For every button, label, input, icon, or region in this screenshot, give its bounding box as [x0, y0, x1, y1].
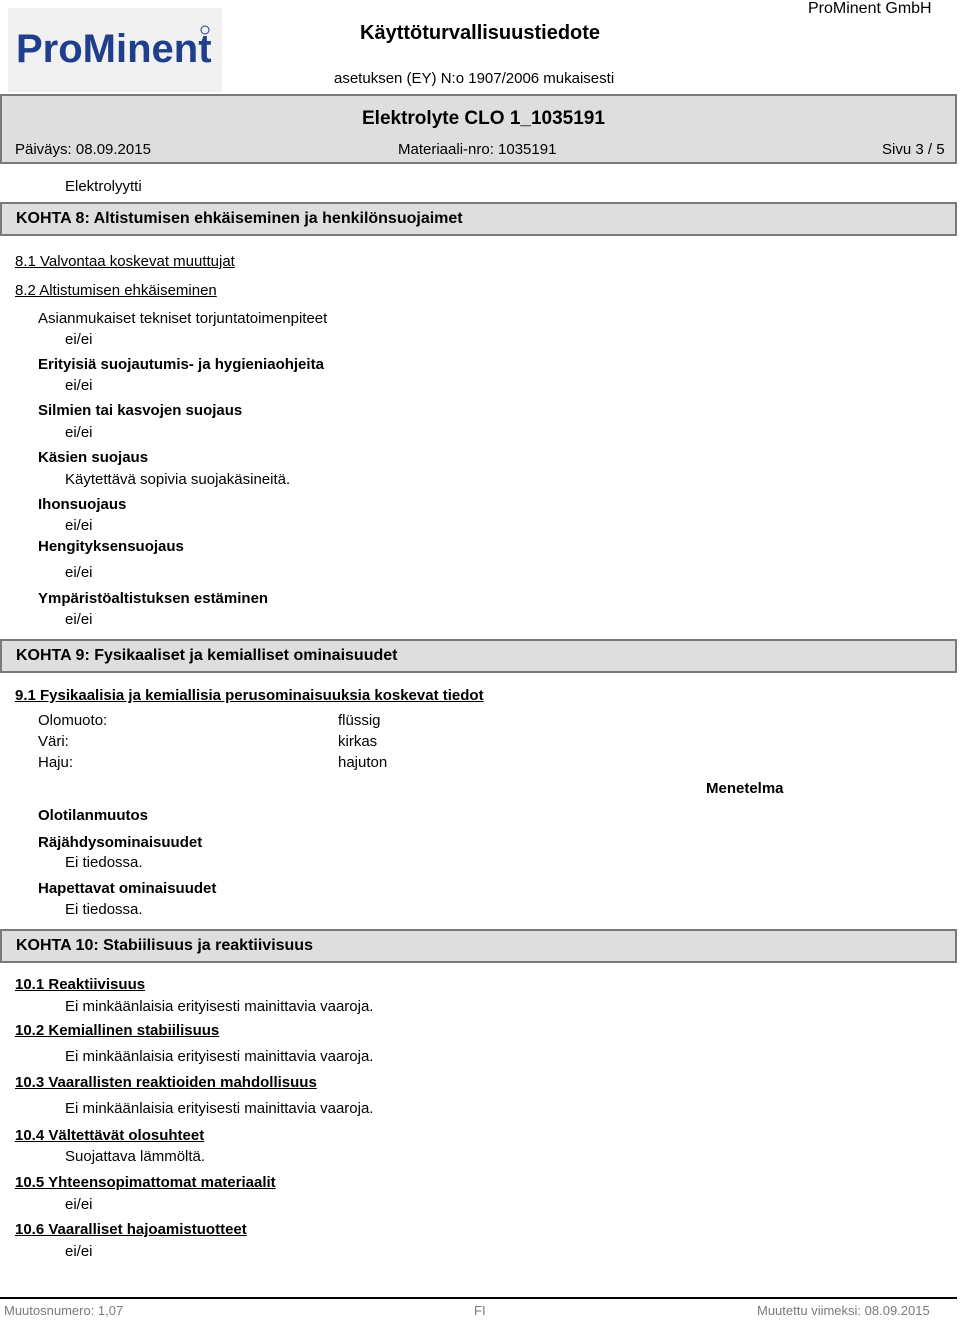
subsection-9-1: 9.1 Fysikaalisia ja kemiallisia perusominaisuuksia koskevat tiedot — [15, 687, 484, 704]
odor-label: Haju: — [38, 754, 74, 771]
regulation-text: asetuksen (EY) N:o 1907/2006 mukaisesti — [334, 70, 615, 87]
reactivity-value: Ei minkäänlaisia erityisesti mainittavia vaaroja. — [65, 998, 374, 1015]
material-number: Materiaali-nro: 1035191 — [398, 141, 557, 158]
oxidizing-value: Ei tiedossa. — [65, 901, 143, 918]
tech-controls-label: Asianmukaiset tekniset torjuntatoimenpiteet — [38, 310, 328, 327]
company-name: ProMinent GmbH — [808, 0, 932, 17]
tech-controls-value: ei/ei — [65, 331, 93, 348]
section-9-heading: KOHTA 9: Fysikaaliset ja kemialliset ominaisuudet — [0, 639, 957, 673]
color-label: Väri: — [38, 733, 69, 750]
odor-value: hajuton — [338, 754, 388, 771]
subsection-10-1: 10.1 Reaktiivisuus — [15, 976, 146, 993]
environment-label: Ympäristöaltistuksen estäminen — [38, 590, 269, 607]
skin-protection-label: Ihonsuojaus — [38, 496, 127, 513]
explosive-value: Ei tiedossa. — [65, 854, 143, 871]
subsection-8-2: 8.2 Altistumisen ehkäiseminen — [15, 282, 217, 299]
hygiene-label: Erityisiä suojautumis- ja hygieniaohjeita — [38, 356, 324, 373]
footer-divider — [0, 1297, 957, 1299]
revision-number: Muutosnumero: 1,07 — [4, 1303, 124, 1318]
respiratory-label: Hengityksensuojaus — [38, 538, 184, 555]
eye-protection-label: Silmien tai kasvojen suojaus — [38, 402, 243, 419]
subsection-10-2: 10.2 Kemiallinen stabiilisuus — [15, 1022, 220, 1039]
hand-protection-value: Käytettävä sopivia suojakäsineitä. — [65, 471, 291, 488]
subsection-8-1: 8.1 Valvontaa koskevat muuttujat — [15, 253, 235, 270]
company-logo — [8, 8, 222, 92]
subsection-10-4: 10.4 Vältettävät olosuhteet — [15, 1127, 205, 1144]
page-number: Sivu 3 / 5 — [882, 141, 945, 158]
stability-value: Ei minkäänlaisia erityisesti mainittavia vaaroja. — [65, 1048, 374, 1065]
product-name: Elektrolyytti — [65, 178, 142, 195]
incompatible-materials-value: ei/ei — [65, 1196, 93, 1213]
oxidizing-label: Hapettavat ominaisuudet — [38, 880, 217, 897]
state-change-label: Olotilanmuutos — [38, 807, 148, 824]
product-title: Elektrolyte CLO 1_1035191 — [362, 108, 605, 129]
date-label: Päiväys: 08.09.2015 — [15, 141, 151, 158]
logo-text: ProMinent — [16, 27, 212, 71]
form-label: Olomuoto: — [38, 712, 108, 729]
subsection-10-3: 10.3 Vaarallisten reaktioiden mahdollisuus — [15, 1074, 317, 1091]
subsection-10-6: 10.6 Vaaralliset hajoamistuotteet — [15, 1221, 247, 1238]
form-value: flüssig — [338, 712, 381, 729]
subsection-10-5: 10.5 Yhteensopimattomat materiaalit — [15, 1174, 276, 1191]
conditions-avoid-value: Suojattava lämmöltä. — [65, 1148, 206, 1165]
document-title: Käyttöturvallisuustiedote — [360, 22, 601, 44]
explosive-label: Räjähdysominaisuudet — [38, 834, 203, 851]
decomposition-products-value: ei/ei — [65, 1243, 93, 1260]
last-modified: Muutettu viimeksi: 08.09.2015 — [757, 1303, 930, 1318]
hand-protection-label: Käsien suojaus — [38, 449, 149, 466]
language-code: FI — [474, 1303, 486, 1318]
eye-protection-value: ei/ei — [65, 424, 93, 441]
environment-value: ei/ei — [65, 611, 93, 628]
color-value: kirkas — [338, 733, 378, 750]
hygiene-value: ei/ei — [65, 377, 93, 394]
hazardous-reactions-value: Ei minkäänlaisia erityisesti mainittavia vaaroja. — [65, 1100, 374, 1117]
skin-protection-value: ei/ei — [65, 517, 93, 534]
section-8-heading: KOHTA 8: Altistumisen ehkäiseminen ja henkilönsuojaimet — [0, 202, 957, 236]
respiratory-value: ei/ei — [65, 564, 93, 581]
section-10-heading: KOHTA 10: Stabiilisuus ja reaktiivisuus — [0, 929, 957, 963]
method-header: Menetelma — [706, 780, 784, 797]
